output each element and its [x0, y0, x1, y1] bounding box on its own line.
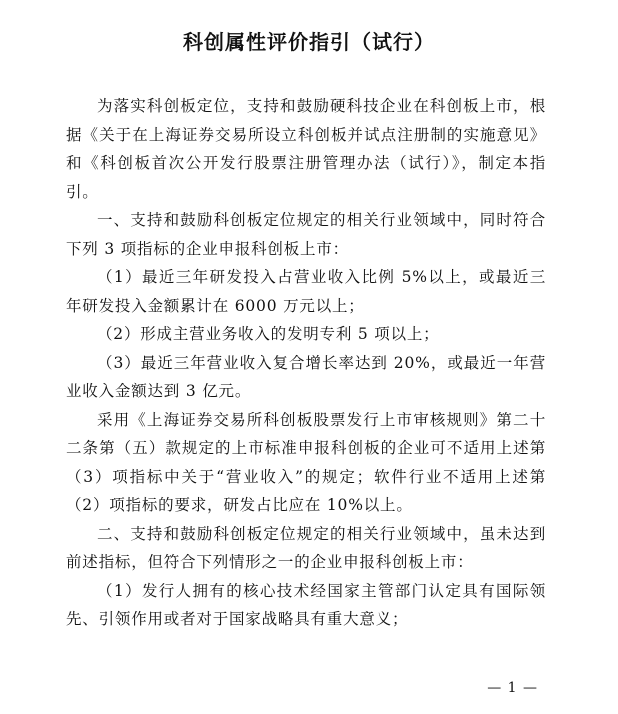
paragraph-situation-1: （1）发行人拥有的核心技术经国家主管部门认定具有国际领先、引领作用或者对于国家战略具有重大意义；: [66, 581, 546, 628]
paragraph-intro: 为落实科创板定位，支持和鼓励硬科技企业在科创板上市，根据《关于在上海证券交易所设立科创板并试点注册制的实施意见》和《科创板首次公开发行股票注册管理办法（试行）》，制定本指引。: [66, 97, 546, 201]
paragraph-section-one: 一、支持和鼓励科创板定位规定的相关行业领域中，同时符合下列 3 项指标的企业申报科创板上市：: [66, 211, 546, 258]
page-number: — 1 —: [487, 680, 538, 696]
paragraph-criterion-1: （1）最近三年研发投入占营业收入比例 5%以上，或最近三年研发投入金额累计在 6000 万元以上；: [66, 268, 546, 315]
document-title: 科创属性评价指引（试行）: [183, 30, 435, 54]
document-body: [66, 92, 546, 634]
paragraph-criterion-3: （3）最近三年营业收入复合增长率达到 20%，或最近一年营业收入金额达到 3 亿元。: [66, 353, 546, 400]
paragraph-exemption: 采用《上海证券交易所科创板股票发行上市审核规则》第二十二条第（五）款规定的上市标准申报科创板的企业可不适用上述第（3）项指标中关于“营业收入”的规定；软件行业不适用上述第（2）项指标的要求，研发占比应在 10%以上。: [66, 410, 546, 514]
paragraph-criterion-2: （2）形成主营业务收入的发明专利 5 项以上；: [97, 325, 440, 343]
paragraph-section-two: 二、支持和鼓励科创板定位规定的相关行业领域中，虽未达到前述指标，但符合下列情形之一的企业申报科创板上市：: [66, 524, 546, 571]
